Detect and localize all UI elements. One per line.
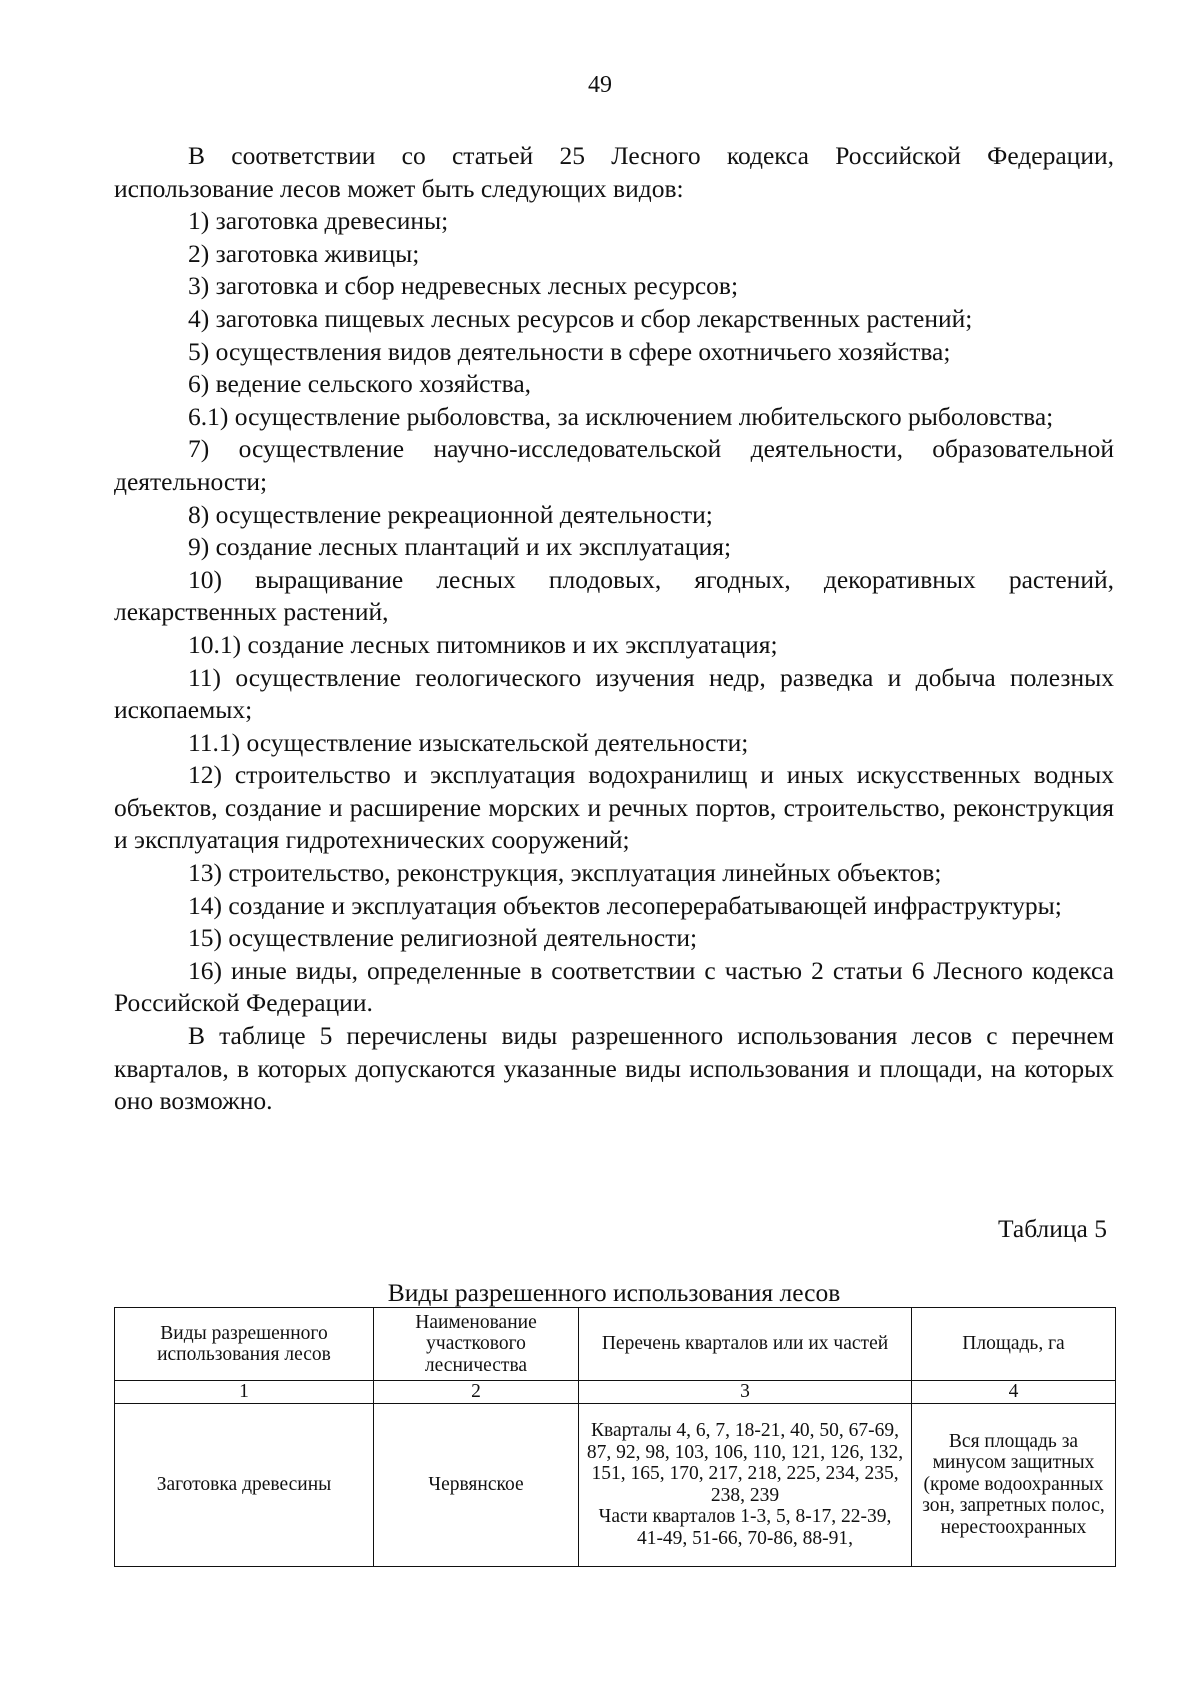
column-number: 4 (912, 1381, 1116, 1404)
paragraph: В соответствии со статьей 25 Лесного кодекса Российской Федерации, использование лесов может быть следующих видов: (114, 141, 1114, 203)
quarters-cell (579, 1403, 912, 1566)
list-item: 5) осуществления видов деятельности в сфере охотничьего хозяйства; (188, 336, 951, 366)
column-number: 2 (374, 1381, 579, 1404)
column-number-row (115, 1381, 1116, 1404)
list-item: 12) строительство и эксплуатация водохранилищ и иных искусственных водных объектов, создание и расширение морских и речных портов, строительство, реконструкция и эксплуатация гидротехнических сооружений; (114, 760, 1114, 855)
list-item: 11) осуществление геологического изучения недр, разведка и добыча полезных ископаемых; (114, 662, 1114, 725)
table-label: Таблица 5 (997, 1214, 1107, 1243)
list-item: 1) заготовка древесины; (188, 206, 449, 236)
list-item: 6) ведение сельского хозяйства, (188, 369, 532, 399)
list-item: 16) иные виды, определенные в соответствии с частью 2 статьи 6 Лесного кодекса Российской Федерации. (114, 955, 1114, 1018)
column-number: 1 (115, 1381, 374, 1404)
list-item: 9) создание лесных плантаций и их эксплуатация; (188, 532, 732, 562)
header-cell: Наименование участкового лесничества (374, 1308, 579, 1381)
area-cell: Вся площадь за минусом защитных (кроме водоохранных зон, запретных полос, нерестоохранных (912, 1403, 1116, 1566)
list-item: 3) заготовка и сбор недревесных лесных ресурсов; (188, 271, 739, 301)
header-cell: Перечень кварталов или их частей (579, 1308, 912, 1381)
body-text (114, 140, 1114, 1118)
list-item: 10) выращивание лесных плодовых, ягодных, декоративных растений, лекарственных растений, (114, 564, 1114, 627)
column-number: 3 (579, 1381, 912, 1404)
list-item: 6.1) осуществление рыболовства, за исключением любительского рыболовства; (188, 401, 1054, 431)
header-cell: Площадь, га (912, 1308, 1116, 1381)
quarters-text: Кварталы 4, 6, 7, 18-21, 40, 50, 67-69, 87, 92, 98, 103, 106, 110, 121, 126, 132, 151, 165, 170, 217, 218, 225, 234, 235, 238, 239 (586, 1420, 904, 1506)
list-item: 15) осуществление религиозной деятельности; (188, 923, 698, 953)
paragraph: В таблице 5 перечислены виды разрешенного использования лесов с перечнем кварталов, в которых допускаются указанные виды использования и площади, на которых оно возможно. (114, 1021, 1114, 1116)
list-item: 2) заготовка живицы; (188, 238, 420, 268)
page-number: 49 (588, 72, 612, 98)
list-item: 10.1) создание лесных питомников и их эксплуатация; (188, 629, 778, 659)
header-cell: Виды разрешенного использования лесов (115, 1308, 374, 1381)
list-item: 14) создание и эксплуатация объектов лесоперерабатывающей инфраструктуры; (188, 890, 1062, 920)
table-header-row (115, 1308, 1116, 1381)
list-item: 8) осуществление рекреационной деятельности; (188, 499, 713, 529)
table-row (115, 1403, 1116, 1566)
forestry-cell: Червянское (374, 1403, 579, 1566)
use-type-cell: Заготовка древесины (115, 1403, 374, 1566)
quarter-parts-text: Части кварталов 1-3, 5, 8-17, 22-39, 41-49, 51-66, 70-86, 88-91, (598, 1506, 892, 1549)
usage-table (114, 1307, 1116, 1567)
list-item: 4) заготовка пищевых лесных ресурсов и сбор лекарственных растений; (188, 303, 973, 333)
table-title: Виды разрешенного использования лесов (387, 1278, 841, 1307)
list-item: 11.1) осуществление изыскательской деятельности; (188, 727, 749, 757)
list-item: 13) строительство, реконструкция, эксплуатация линейных объектов; (188, 858, 942, 888)
list-item: 7) осуществление научно-исследовательской деятельности, образовательной деятельности; (114, 434, 1114, 496)
